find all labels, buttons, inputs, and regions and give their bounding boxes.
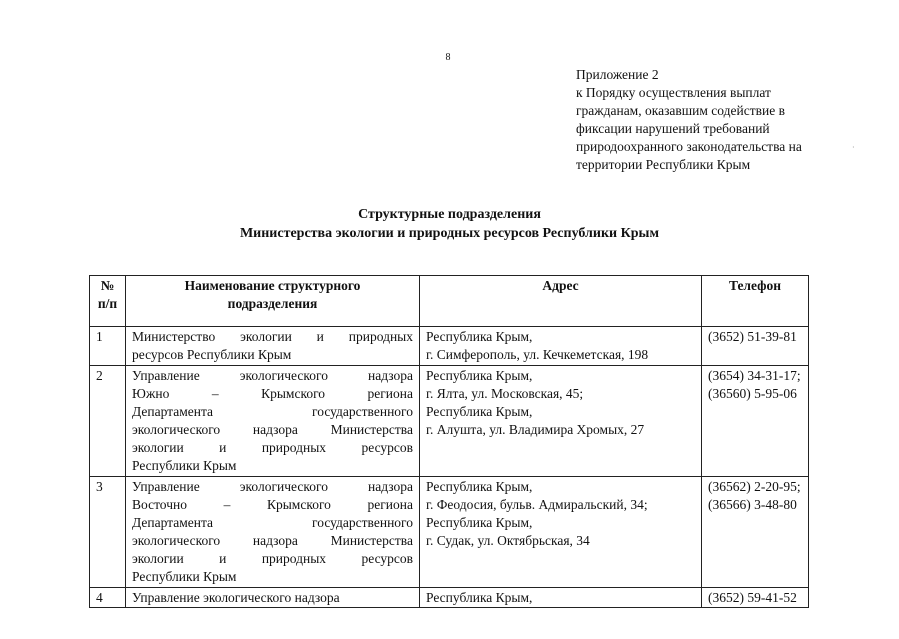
unit-address-line: Республика Крым,: [426, 368, 533, 383]
unit-name-line: Республики Крым: [132, 458, 237, 473]
unit-name-line: Восточно – Крымского региона: [132, 497, 413, 512]
header-name-line: подразделения: [227, 296, 318, 311]
unit-phone-line: (3654) 34-31-17;: [708, 368, 801, 383]
unit-name-line: Управление экологического надзора: [132, 590, 340, 605]
unit-name-line: экологического надзора Министерства: [132, 533, 413, 548]
unit-phone: [702, 327, 809, 366]
unit-address-line: г. Симферополь, ул. Кечкеметская, 198: [426, 347, 649, 362]
appendix-line: территории Республики Крым: [576, 157, 751, 172]
unit-name-line: ресурсов Республики Крым: [132, 347, 292, 362]
unit-address-line: г. Ялта, ул. Московская, 45;: [426, 386, 584, 401]
unit-name-line: Управление экологического надзора: [132, 479, 413, 494]
table-body: [90, 327, 809, 608]
unit-name: [126, 477, 420, 588]
appendix-line: природоохранного законодательства на: [576, 139, 802, 154]
unit-name-line: экологии и природных ресурсов: [132, 440, 413, 455]
table-row: [90, 327, 809, 366]
unit-address: [420, 477, 702, 588]
unit-address-line: Республика Крым,: [426, 590, 533, 605]
scan-speck: ·: [852, 143, 855, 152]
unit-phone-line: (3652) 59-41-52: [708, 590, 797, 605]
unit-name-line: Департамента государственного: [132, 404, 413, 419]
appendix-line: Приложение 2: [576, 67, 659, 82]
unit-address-line: г. Алушта, ул. Владимира Хромых, 27: [426, 422, 645, 437]
unit-address-line: г. Феодосия, бульв. Адмиральский, 34;: [426, 497, 648, 512]
unit-address-line: Республика Крым,: [426, 515, 533, 530]
document-subtitle: Министерства экологии и природных ресурсов Республики Крым: [239, 226, 660, 241]
header-name: [126, 276, 420, 327]
unit-address: [420, 327, 702, 366]
unit-address-line: г. Судак, ул. Октябрьская, 34: [426, 533, 590, 548]
unit-address: [420, 366, 702, 477]
header-phone: Телефон: [702, 276, 809, 327]
unit-address-line: Республика Крым,: [426, 479, 533, 494]
row-number: 1: [90, 327, 126, 366]
unit-phone: [702, 588, 809, 608]
header-name-line: Наименование структурного: [184, 278, 361, 293]
structural-units-table: [89, 275, 809, 608]
appendix-line: к Порядку осуществления выплат: [576, 85, 771, 100]
header-number: [90, 276, 126, 327]
unit-phone-line: (36562) 2-20-95;: [708, 479, 801, 494]
unit-name-line: экологии и природных ресурсов: [132, 551, 413, 566]
unit-name-line: Управление экологического надзора: [132, 368, 413, 383]
unit-phone-line: (36560) 5-95-06: [708, 386, 797, 401]
unit-name: [126, 327, 420, 366]
unit-phone-line: (36566) 3-48-80: [708, 497, 797, 512]
unit-name: [126, 588, 420, 608]
table-header-row: [90, 276, 809, 327]
row-number: 2: [90, 366, 126, 477]
table-row: [90, 588, 809, 608]
row-number: 4: [90, 588, 126, 608]
page-number: 8: [445, 52, 451, 63]
unit-name-line: экологического надзора Министерства: [132, 422, 413, 437]
unit-name-line: Республики Крым: [132, 569, 237, 584]
unit-phone: [702, 366, 809, 477]
unit-name-line: Южно – Крымского региона: [132, 386, 413, 401]
header-number-line: п/п: [97, 296, 118, 311]
appendix-line: гражданам, оказавшим содействие в: [576, 103, 785, 118]
unit-address-line: Республика Крым,: [426, 329, 533, 344]
table-row: [90, 477, 809, 588]
row-number: 3: [90, 477, 126, 588]
document-title: Структурные подразделения: [358, 207, 541, 222]
unit-name-line: Департамента государственного: [132, 515, 413, 530]
header-address: Адрес: [420, 276, 702, 327]
appendix-line: фиксации нарушений требований: [576, 121, 770, 136]
unit-phone-line: (3652) 51-39-81: [708, 329, 797, 344]
unit-phone: [702, 477, 809, 588]
unit-name: [126, 366, 420, 477]
header-number-line: №: [100, 278, 115, 293]
table-row: [90, 366, 809, 477]
unit-address-line: Республика Крым,: [426, 404, 533, 419]
unit-name-line: Министерство экологии и природных: [132, 329, 413, 344]
unit-address: [420, 588, 702, 608]
